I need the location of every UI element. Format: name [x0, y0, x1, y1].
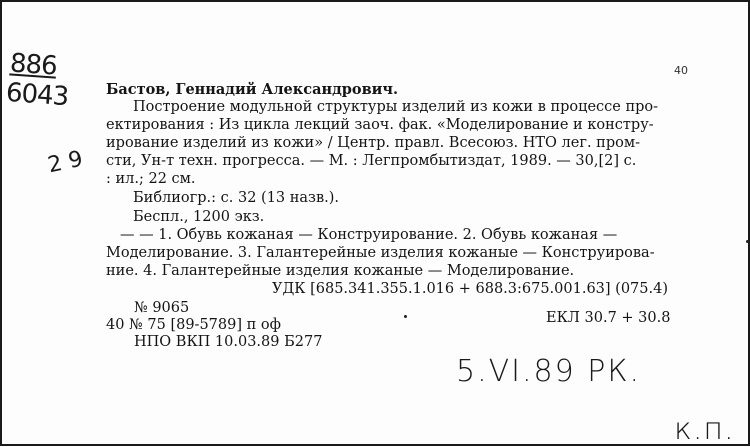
card-bibliography: Библиогр.: с. 32 (13 назв.).: [133, 190, 340, 206]
card-subjects-line: — — 1. Обувь кожаная — Конструирование. 2. Обувь кожаная —: [120, 227, 618, 243]
card-author: Бастов, Геннадий Александрович.: [106, 81, 399, 98]
card-udc: УДК [685.341.355.1.016 + 688.3:675.001.63] (075.4): [272, 281, 668, 297]
ink-speck: [746, 240, 749, 243]
card-order-line: 40 № 75 [89-5789] п оф: [106, 317, 281, 333]
corner-mark: 40: [674, 64, 688, 77]
card-description-line: Построение модульной структуры изделий из кожи в процессе про-: [133, 99, 659, 115]
handwritten-date-note: 5.VI.89 РК.: [456, 354, 642, 389]
card-ekl: ЕКЛ 30.7 + 30.8: [546, 310, 671, 326]
card-description-line: : ил.; 22 см.: [106, 171, 196, 187]
card-npo-line: НПО ВКП 10.03.89 Б277: [134, 334, 323, 350]
handwritten-shelfmark-bottom: 6043: [5, 77, 70, 113]
handwritten-scribble: 2 9: [45, 146, 86, 179]
card-description-line: ирование изделий из кожи» / Центр. правл. Всесоюз. НТО лег. пром-: [106, 135, 641, 151]
card-number: № 9065: [134, 300, 190, 316]
handwritten-shelfmark-top: 886: [9, 48, 58, 82]
ink-speck: [404, 315, 407, 318]
card-subjects-line: Моделирование. 3. Галантерейные изделия кожаные — Конструирова-: [106, 245, 655, 261]
card-subjects-line: ние. 4. Галантерейные изделия кожаные — Моделирование.: [106, 263, 575, 279]
card-description-line: ектирования : Из цикла лекций заоч. фак. «Моделирование и констру-: [106, 117, 654, 133]
handwritten-initials: к.п.: [674, 412, 735, 447]
card-circulation: Беспл., 1200 экз.: [133, 209, 265, 225]
card-description-line: сти, Ун-т техн. прогресса. — М. : Легпромбытиздат, 1989. — 30,[2] с.: [106, 153, 637, 169]
